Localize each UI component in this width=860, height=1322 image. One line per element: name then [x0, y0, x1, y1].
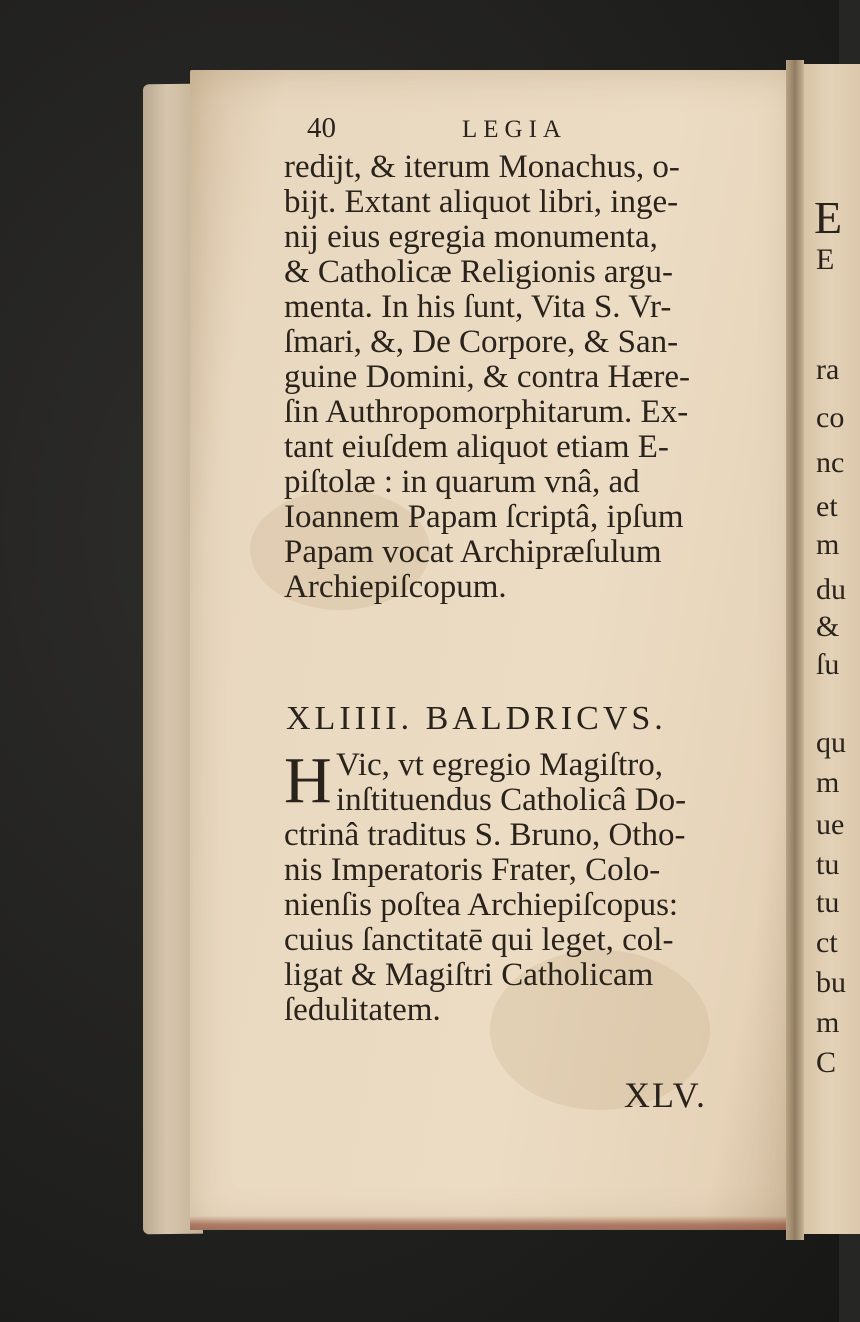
- facing-page-fragment: m: [816, 1006, 840, 1039]
- text-line: ligat & Magiſtri Catholicam: [284, 957, 654, 993]
- running-head: LEGIA: [462, 116, 567, 143]
- facing-page: [800, 64, 860, 1234]
- facing-page-fragment: du: [816, 573, 846, 606]
- text-line: ſin Authropomorphitarum. Ex-: [284, 394, 689, 430]
- drop-capital: H: [284, 744, 332, 817]
- text-line: ſmari, &, De Corpore, & San-: [284, 324, 679, 360]
- text-line: tant eiuſdem aliquot etiam E-: [284, 429, 669, 465]
- text-line: Vic, vt egregio Magiſtro,: [336, 747, 664, 783]
- text-line: ctrinâ traditus S. Bruno, Otho-: [284, 817, 686, 853]
- facing-page-fragment: nc: [816, 446, 845, 479]
- text-line: piſtolæ : in quarum vnâ, ad: [284, 464, 640, 500]
- page-header: [307, 112, 607, 152]
- text-line: cuius ſanctitatē qui leget, col-: [284, 922, 674, 958]
- text-line: redijt, & iterum Monachus, o-: [284, 149, 680, 185]
- facing-page-fragment: C: [816, 1046, 837, 1079]
- facing-page-fragment: ct: [816, 926, 838, 959]
- facing-page-fragment: ſu: [816, 648, 840, 681]
- text-line: guine Domini, & contra Hære-: [284, 359, 690, 395]
- text-line: Papam vocat Archipræſulum: [284, 534, 662, 570]
- facing-page-fragment: ra: [816, 353, 840, 386]
- text-line: Ioannem Papam ſcriptâ, ipſum: [284, 499, 684, 535]
- facing-page-fragment: ue: [816, 808, 845, 841]
- text-line: ſedulitatem.: [284, 992, 441, 1028]
- facing-page-fragment: &: [816, 610, 840, 643]
- text-line: nienſis poſtea Archiepiſcopus:: [284, 887, 679, 923]
- facing-page-fragment: et: [816, 490, 838, 523]
- text-line: Archiepiſcopum.: [284, 569, 507, 605]
- facing-page-fragment: E: [814, 192, 843, 243]
- text-line: & Catholicæ Religionis argu-: [284, 254, 673, 290]
- section-heading: XLIIII. BALDRICVS.: [286, 700, 667, 737]
- text-line: bijt. Extant aliquot libri, inge-: [284, 184, 679, 220]
- facing-page-fragment: m: [816, 766, 840, 799]
- facing-page-fragment: E: [816, 243, 835, 276]
- facing-page-fragment: qu: [816, 726, 846, 759]
- facing-page-fragment: m: [816, 528, 840, 561]
- paragraph-2: [284, 744, 744, 1028]
- page-number: 40: [307, 112, 336, 144]
- facing-page-fragment: co: [816, 401, 845, 434]
- facing-page-fragment: tu: [816, 886, 840, 919]
- facing-page-fragment: bu: [816, 966, 846, 999]
- text-line: inſtituendus Catholicâ Do-: [336, 782, 687, 818]
- catchword: XLV.: [624, 1075, 708, 1115]
- text-line: nis Imperatoris Frater, Colo-: [284, 852, 661, 888]
- paragraph-1: [284, 150, 744, 605]
- text-line: menta. In his ſunt, Vita S. Vr-: [284, 289, 672, 325]
- facing-page-fragment: tu: [816, 848, 840, 881]
- book-gutter: [786, 60, 804, 1240]
- text-line: nij eius egregia monumenta,: [284, 219, 658, 255]
